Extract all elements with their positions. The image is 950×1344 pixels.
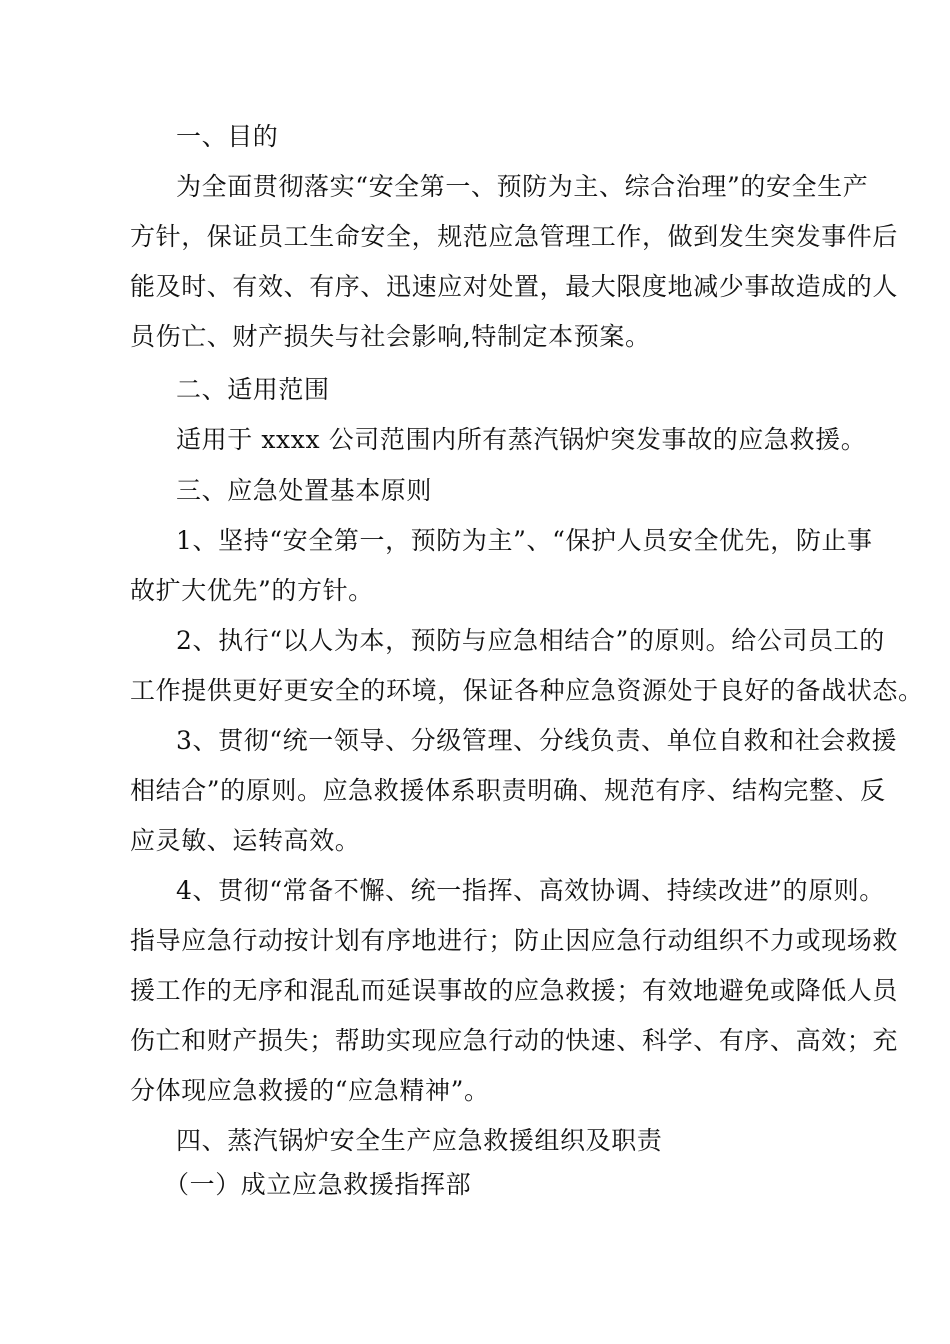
paragraph-line: 为全面贯彻落实“安全第一、预防为主、综合治理”的安全生产 [176, 172, 869, 201]
section-heading-purpose: 一、目的 [176, 122, 279, 151]
paragraph-line: 工作提供更好更安全的环境，保证各种应急资源处于良好的备战状态。 [130, 676, 924, 705]
paragraph-line: 伤亡和财产损失；帮助实现应急行动的快速、科学、有序、高效；充 [130, 1026, 899, 1055]
paragraph-line: 相结合”的原则。应急救援体系职责明确、规范有序、结构完整、反 [130, 776, 886, 805]
paragraph-line: 适用于 xxxx 公司范围内所有蒸汽锅炉突发事故的应急救援。 [176, 425, 867, 454]
paragraph-line: 援工作的无序和混乱而延误事故的应急救援；有效地避免或降低人员 [130, 976, 899, 1005]
paragraph-line: 3、贯彻“统一领导、分级管理、分线负责、单位自救和社会救援 [176, 726, 898, 755]
paragraph-line: 分体现应急救援的“应急精神”。 [130, 1076, 490, 1105]
paragraph-line: 应灵敏、运转高效。 [130, 826, 361, 855]
paragraph-line: 1、坚持“安全第一，预防为主”、“保护人员安全优先，防止事 [176, 526, 873, 555]
paragraph-line: 指导应急行动按计划有序地进行；防止因应急行动组织不力或现场救 [130, 926, 899, 955]
paragraph-line: 方针，保证员工生命安全，规范应急管理工作，做到发生突发事件后 [130, 222, 899, 251]
paragraph-line: 4、贯彻“常备不懈、统一指挥、高效协调、持续改进”的原则。 [176, 876, 885, 905]
subsection-heading: （一）成立应急救援指挥部 [164, 1170, 472, 1199]
section-heading-organization: 四、蒸汽锅炉安全生产应急救援组织及职责 [176, 1126, 663, 1155]
paragraph-line: 能及时、有效、有序、迅速应对处置，最大限度地减少事故造成的人 [130, 272, 899, 301]
section-heading-principles: 三、应急处置基本原则 [176, 476, 433, 505]
paragraph-line: 员伤亡、财产损失与社会影响,特制定本预案。 [130, 322, 651, 351]
section-heading-scope: 二、适用范围 [176, 375, 330, 404]
paragraph-line: 故扩大优先”的方针。 [130, 576, 374, 605]
paragraph-line: 2、执行“以人为本，预防与应急相结合”的原则。给公司员工的 [176, 626, 885, 655]
